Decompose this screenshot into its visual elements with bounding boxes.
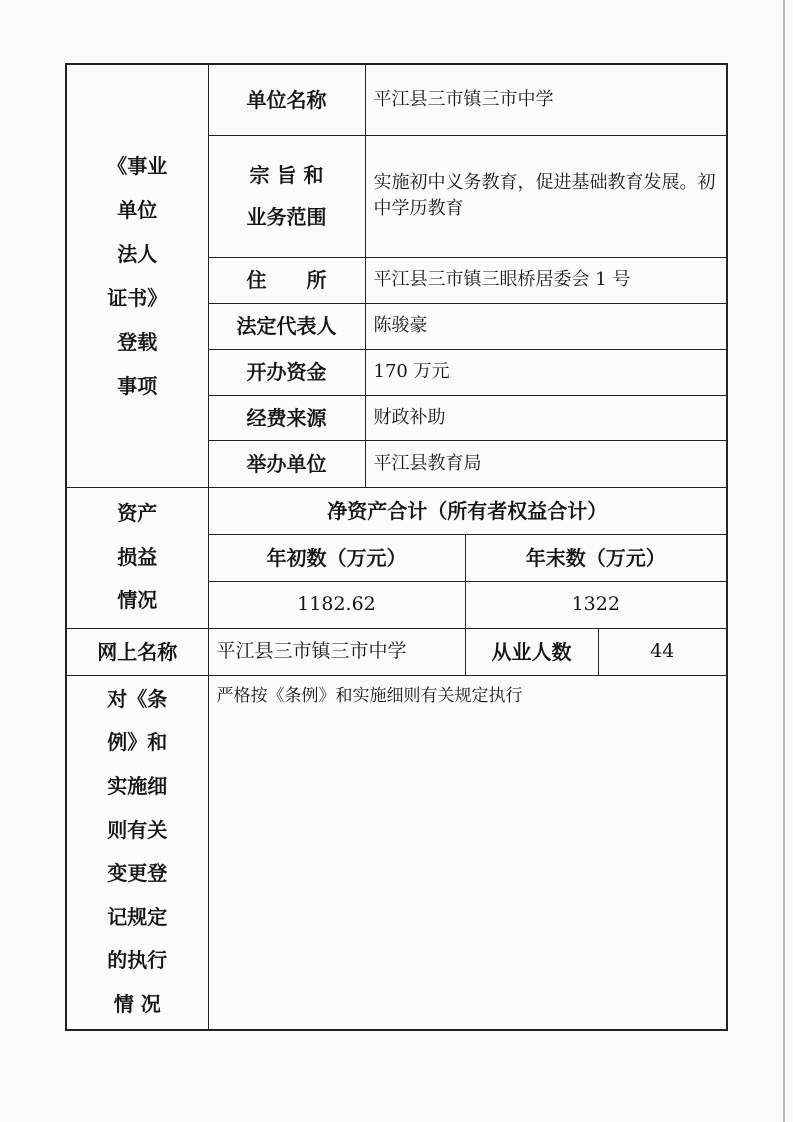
label-legal-rep: 法定代表人 [208, 303, 365, 349]
online-name-value: 平江县三市镇三市中学 [208, 628, 465, 675]
registration-form [65, 63, 728, 1031]
scan-edge [783, 0, 785, 1122]
label-address: 住 所 [208, 257, 365, 303]
assets-begin-value: 1182.62 [208, 581, 465, 628]
assets-total-header: 净资产合计（所有者权益合计） [208, 487, 726, 534]
assets-begin-label: 年初数（万元） [208, 534, 465, 581]
section-registration-label: 《事业 单位 法人 证书》 登载 事项 [107, 153, 168, 398]
row-assets-header [67, 487, 726, 534]
value-unit-name: 平江县三市镇三市中学 [365, 65, 726, 135]
label-capital: 开办资金 [208, 349, 365, 395]
registration-table [67, 65, 726, 1029]
label-funding-source: 经费来源 [208, 395, 365, 440]
value-funding-source: 财政补助 [365, 395, 726, 440]
label-sponsor: 举办单位 [208, 440, 365, 487]
label-purpose: 宗 旨 和 业务范围 [208, 135, 365, 257]
value-purpose: 实施初中义务教育，促进基础教育发展。初中学历教育 [365, 135, 726, 257]
value-sponsor: 平江县教育局 [365, 440, 726, 487]
section-registration [67, 65, 208, 487]
staff-count-label: 从业人数 [465, 628, 598, 675]
section-assets-label: 资产 损益 情况 [117, 501, 158, 613]
section-compliance [67, 675, 208, 1029]
compliance-value: 严格按《条例》和实施细则有关规定执行 [208, 675, 726, 1029]
row-online [67, 628, 726, 675]
section-assets [67, 487, 208, 628]
value-capital: 170 万元 [365, 349, 726, 395]
assets-end-label: 年末数（万元） [465, 534, 726, 581]
staff-count-value: 44 [598, 628, 726, 675]
label-unit-name: 单位名称 [208, 65, 365, 135]
value-legal-rep: 陈骏豪 [365, 303, 726, 349]
section-compliance-label: 对《条 例》和 实施细 则有关 变更登 记规定 的执行 情 况 [107, 686, 168, 1017]
online-name-label: 网上名称 [67, 628, 208, 675]
row-compliance [67, 675, 726, 1029]
row-unit-name [67, 65, 726, 135]
value-address: 平江县三市镇三眼桥居委会 1 号 [365, 257, 726, 303]
assets-end-value: 1322 [465, 581, 726, 628]
